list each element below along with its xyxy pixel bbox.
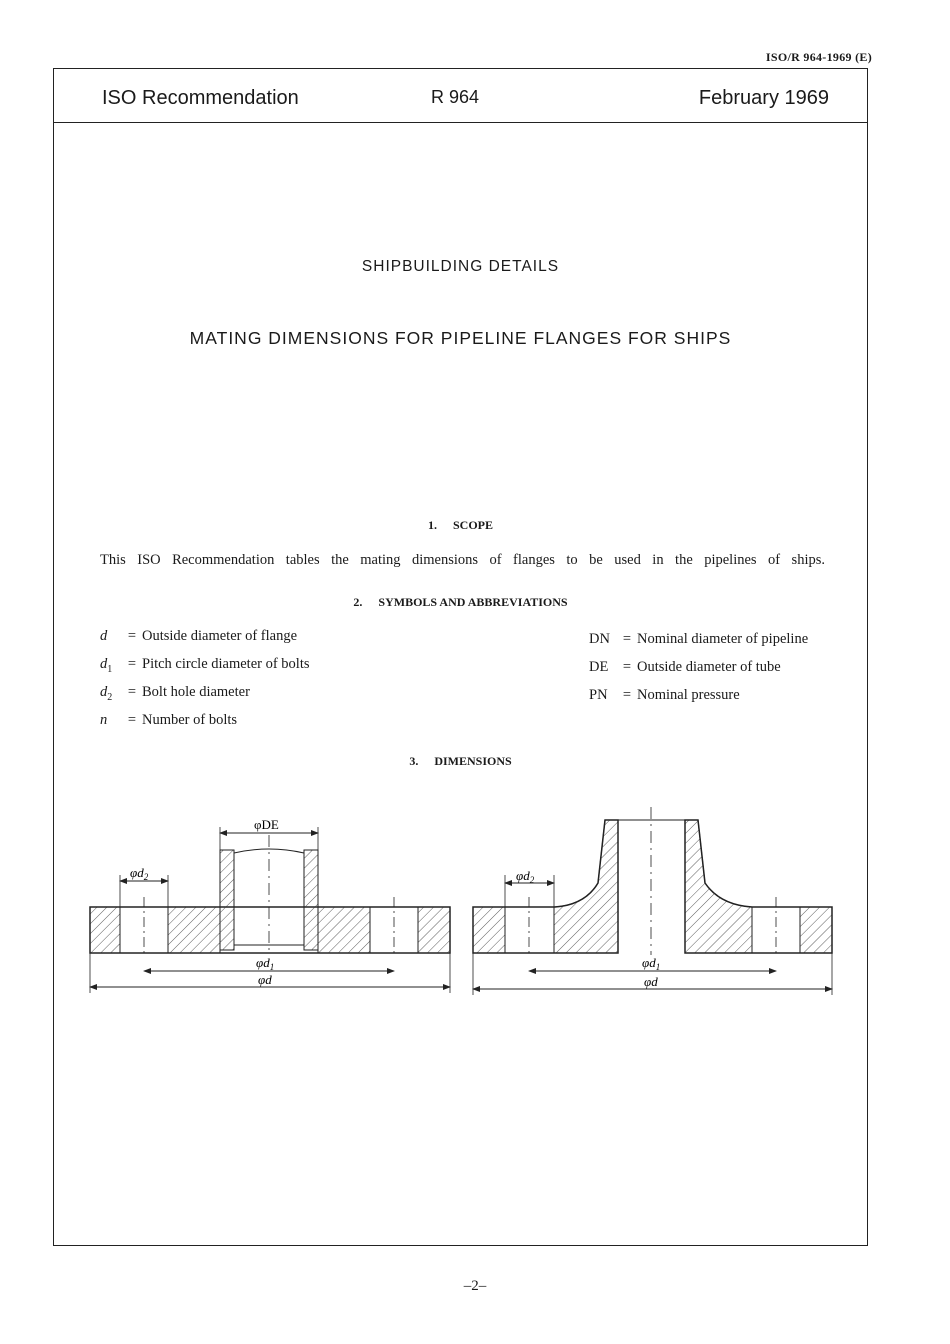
flange-section xyxy=(418,907,450,953)
symbol-row-d2 xyxy=(100,684,250,703)
symbol-description: Pitch circle diameter of bolts xyxy=(142,656,310,672)
neck-section xyxy=(685,820,752,953)
plate-flange-figure xyxy=(90,817,450,993)
scope-paragraph: This ISO Recommendation tables the mating dimensions of flanges to be used in the pipelines of ships. xyxy=(100,552,825,568)
weld-neck-flange-figure xyxy=(473,807,832,995)
section-number: 3. xyxy=(409,754,419,768)
d2-label: $\varphi d_2$ xyxy=(130,865,149,882)
symbol-description: Outside diameter of tube xyxy=(637,659,781,675)
de-label: φDE xyxy=(254,817,279,832)
equals-sign: = xyxy=(127,684,137,700)
flange-section xyxy=(473,907,505,953)
symbol-description: Outside diameter of flange xyxy=(142,628,298,644)
header-title: ISO Recommendation xyxy=(102,87,299,109)
flange-section xyxy=(168,907,220,953)
header-divider xyxy=(54,122,867,123)
equals-sign: = xyxy=(127,712,137,728)
symbol-row-d xyxy=(100,628,297,647)
symbol-key: n xyxy=(100,712,108,728)
flange-section xyxy=(800,907,832,953)
equals-sign: = xyxy=(127,656,137,672)
symbol-key: $d_1$ xyxy=(100,656,113,675)
section-heading-dimensions xyxy=(53,754,868,769)
document-title: MATING DIMENSIONS FOR PIPELINE FLANGES FOR SHIPS xyxy=(189,328,732,348)
section-heading-scope xyxy=(53,518,868,533)
section-title: DIMENSIONS xyxy=(434,754,512,768)
document-reference: ISO/R 964-1969 (E) xyxy=(765,50,872,64)
header-date: February 1969 xyxy=(698,87,829,109)
symbol-key: DE xyxy=(589,659,609,675)
symbol-key: d xyxy=(100,628,108,644)
symbol-key: $d_2$ xyxy=(100,684,113,703)
symbol-key: DN xyxy=(589,631,610,647)
symbol-row-pn xyxy=(589,687,740,704)
page-number: –2– xyxy=(463,1278,487,1294)
symbol-row-d1 xyxy=(100,656,310,675)
d-label: φd xyxy=(644,974,658,989)
symbol-row-de xyxy=(589,659,781,676)
flange-section xyxy=(318,907,370,953)
d1-label: $\varphi d_1$ xyxy=(642,955,661,972)
section-number: 1. xyxy=(427,518,437,532)
neck-section xyxy=(554,820,618,953)
equals-sign: = xyxy=(622,687,632,703)
symbol-row-dn xyxy=(589,631,808,648)
tube-wall xyxy=(304,850,318,950)
flange-section xyxy=(90,907,120,953)
symbol-row-n xyxy=(100,712,237,731)
section-heading-symbols xyxy=(53,595,868,610)
d1-label: $\varphi d_1$ xyxy=(256,955,275,972)
d2-label: $\varphi d_2$ xyxy=(516,868,535,885)
equals-sign: = xyxy=(622,631,632,647)
symbol-description: Number of bolts xyxy=(142,712,238,728)
section-number: 2. xyxy=(353,595,363,609)
section-title: SYMBOLS AND ABBREVIATIONS xyxy=(378,595,568,609)
section-title: SCOPE xyxy=(452,518,493,532)
tube-wall xyxy=(220,850,234,950)
equals-sign: = xyxy=(622,659,632,675)
symbol-key: PN xyxy=(589,687,608,703)
symbol-description: Nominal pressure xyxy=(637,687,740,703)
symbol-description: Nominal diameter of pipeline xyxy=(637,631,809,647)
equals-sign: = xyxy=(127,628,137,644)
d-label: φd xyxy=(258,972,272,987)
header-number: R 964 xyxy=(431,87,480,107)
symbol-description: Bolt hole diameter xyxy=(142,684,250,700)
subject-title: SHIPBUILDING DETAILS xyxy=(361,258,560,275)
flange-drawing xyxy=(80,805,850,1005)
